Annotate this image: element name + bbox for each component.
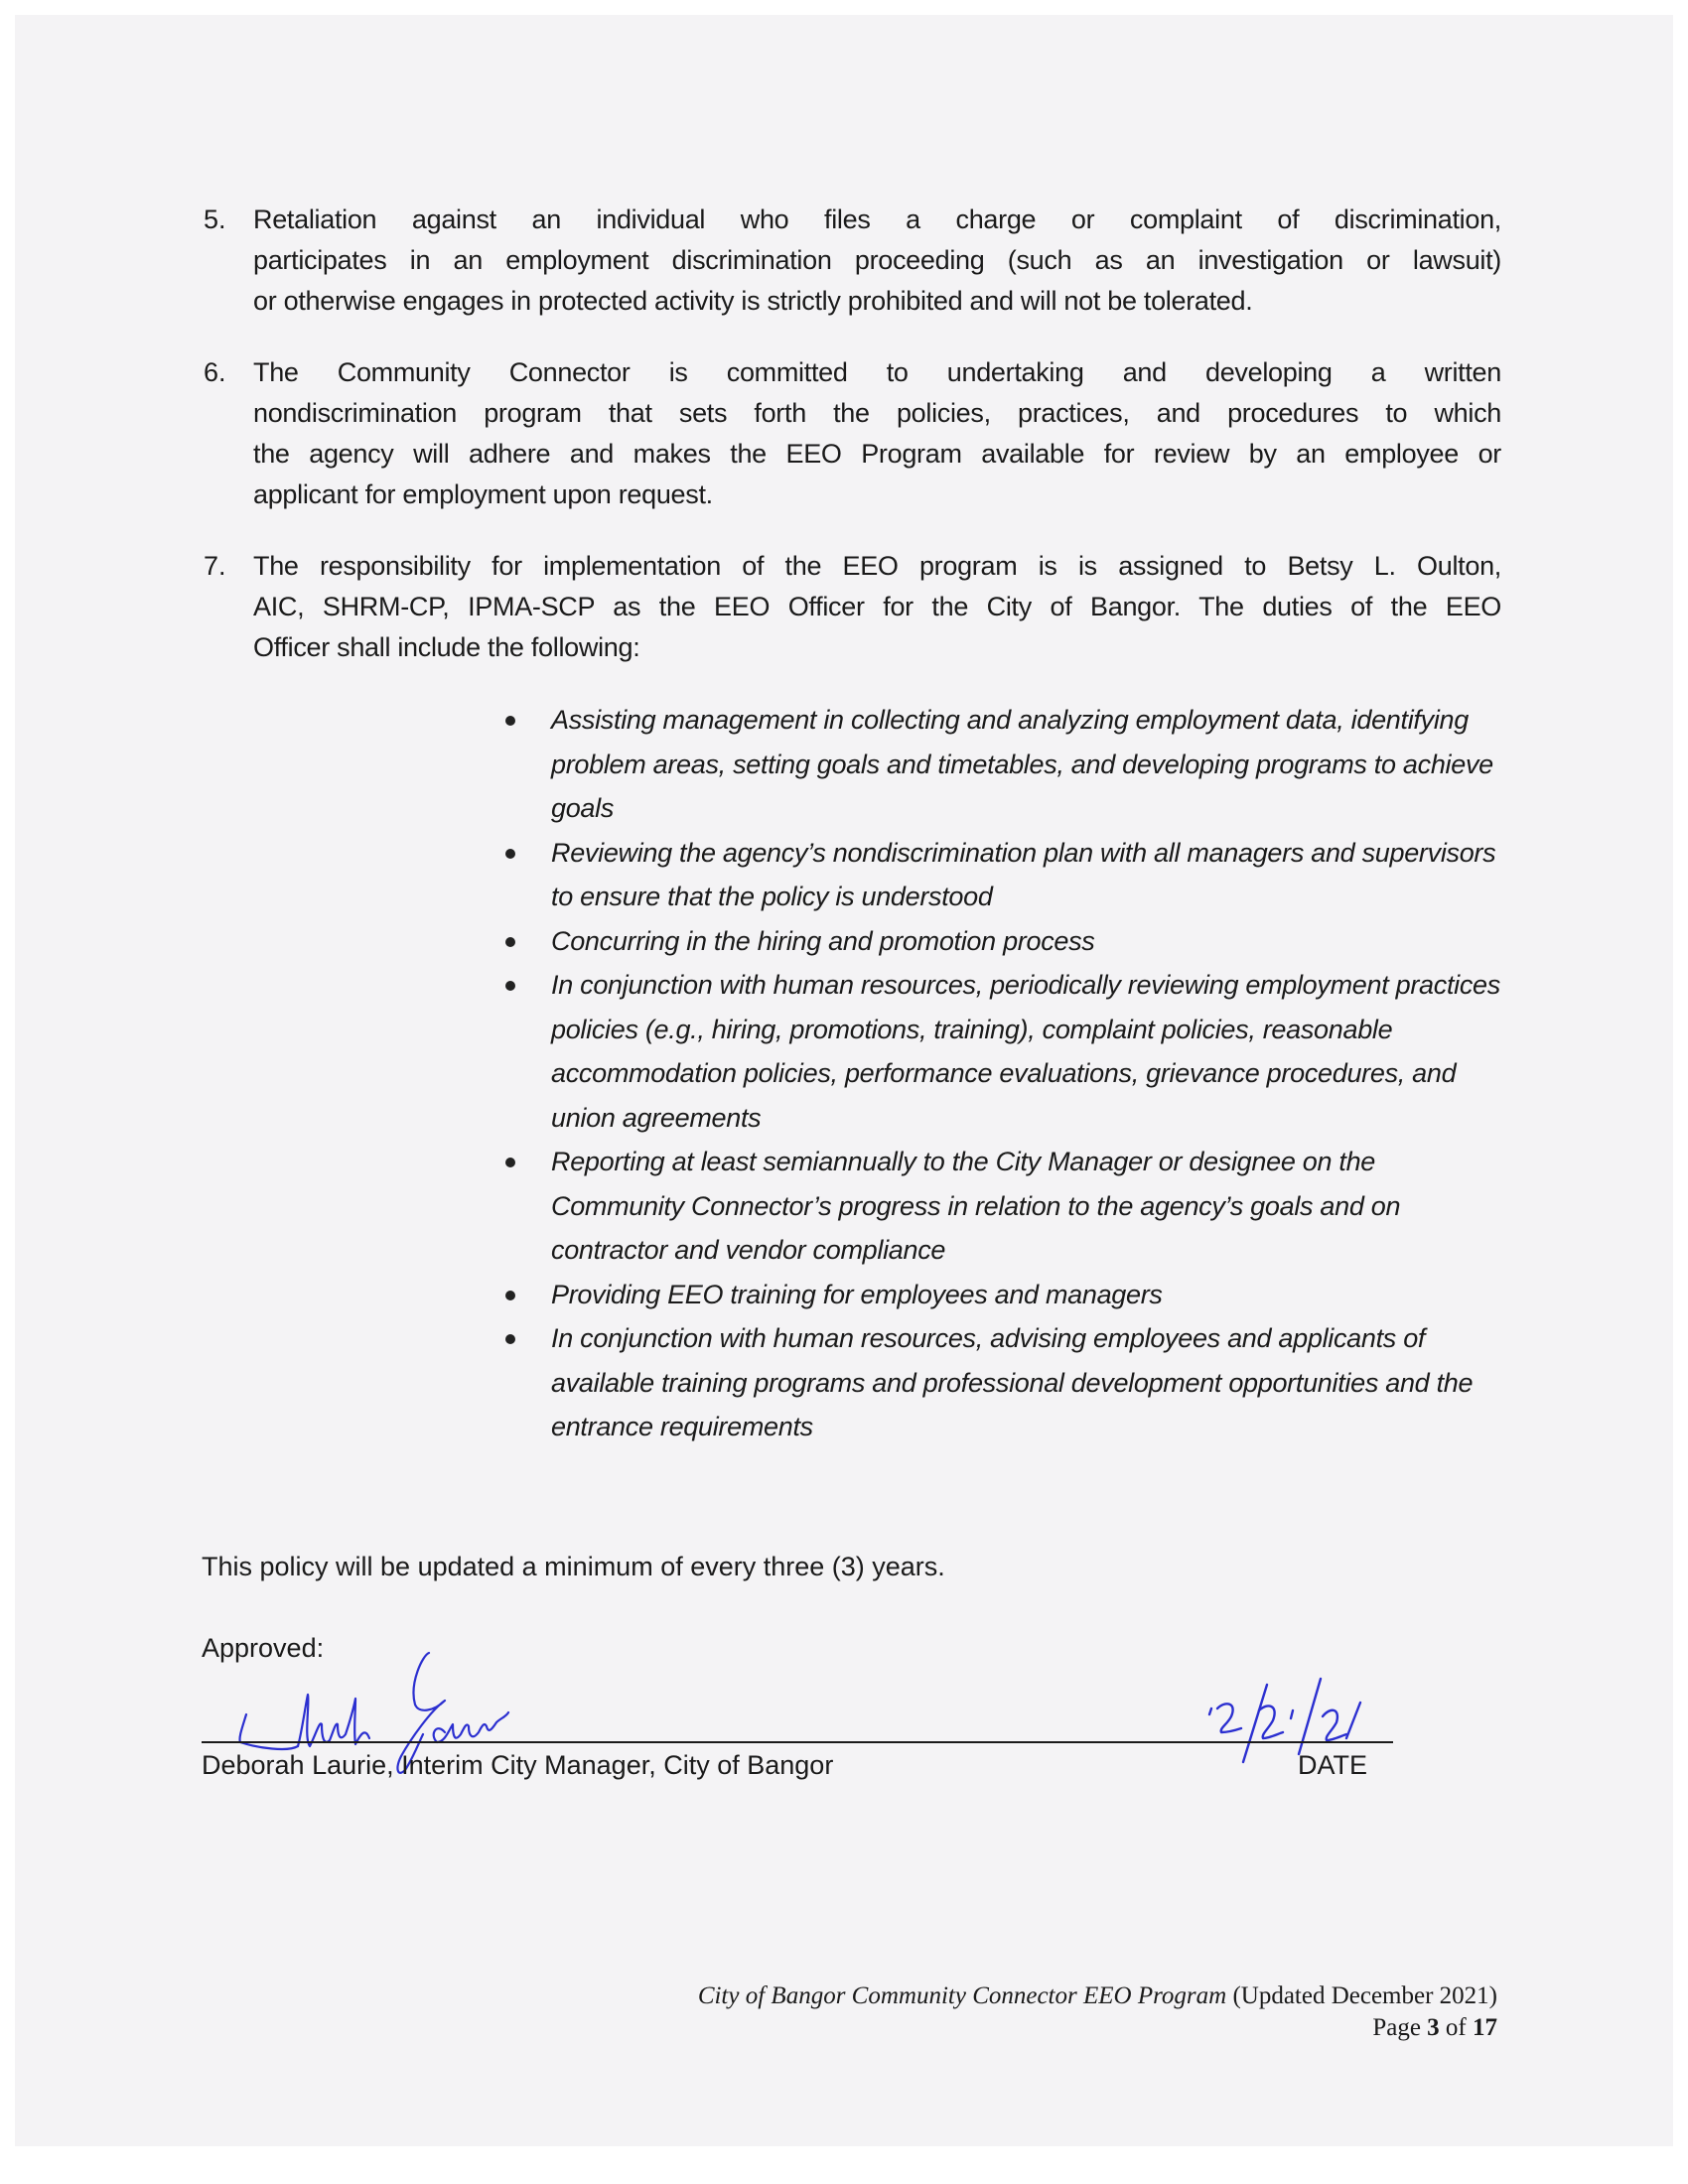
duty-list-item	[496, 831, 1509, 919]
duty-text: Assisting management in collecting and analyzing employment data, identifying problem areas, setting goals and timetables, and developing programs to achieve goals	[551, 705, 1493, 823]
date-stroke	[1291, 1710, 1293, 1718]
item-line: nondiscrimination program that sets forth the policies, practices, and procedures to which	[253, 398, 1501, 428]
duty-text: In conjunction with human resources, advising employees and applicants of available training programs and professional development opportunities and the entrance requirements	[551, 1323, 1474, 1441]
duty-list-item	[496, 919, 1509, 964]
date-stroke	[1259, 1706, 1283, 1738]
footer-page-number	[698, 2012, 1497, 2044]
duty-text: Reporting at least semiannually to the City Manager or designee on the Community Connector’s progress in relation to the agency’s goals and on contractor and vendor compliance	[551, 1147, 1401, 1265]
bullet-icon	[505, 981, 515, 991]
bullet-icon	[505, 849, 515, 859]
item-line: or otherwise engages in protected activity is strictly prohibited and will not be tolerated.	[253, 286, 1253, 316]
bullet-icon	[505, 1334, 515, 1344]
approved-label: Approved:	[202, 1633, 325, 1663]
item-number: 6.	[204, 357, 226, 387]
footer-updated: (Updated December 2021)	[1232, 1982, 1497, 2009]
page-total: 17	[1473, 2014, 1497, 2041]
item-text	[253, 352, 1501, 515]
item-text	[253, 200, 1501, 322]
item-line: The Community Connector is committed to undertaking and developing a written	[253, 357, 1501, 387]
item-number: 5.	[204, 205, 226, 234]
item-line: the agency will adhere and makes the EEO Program available for review by an employee or	[253, 439, 1501, 469]
item-text	[253, 546, 1501, 668]
duty-text: Concurring in the hiring and promotion process	[551, 925, 1095, 956]
footer-document-title: City of Bangor Community Connector EEO Program	[697, 1982, 1227, 2009]
bullet-icon	[505, 1158, 515, 1167]
duty-list-item	[496, 1273, 1509, 1317]
item-number: 7.	[204, 551, 226, 581]
item-line: Officer shall include the following:	[253, 632, 640, 662]
duty-list-item	[496, 1140, 1509, 1273]
signature-stroke	[298, 1695, 369, 1746]
date-stroke	[1209, 1708, 1211, 1714]
footer-title-line	[698, 1980, 1497, 2012]
update-policy-statement: This policy will be updated a minimum of every three (3) years.	[202, 1552, 945, 1581]
item-line: participates in an employment discrimination proceeding (such as an investigation or lawsuit)	[253, 245, 1501, 275]
eeo-officer-duties-list	[496, 698, 1509, 1449]
date-stroke	[1243, 1685, 1267, 1762]
bullet-icon	[505, 1291, 515, 1300]
item-line: The responsibility for implementation of the EEO program is is assigned to Betsy L. Oulton,	[253, 551, 1501, 581]
item-line: applicant for employment upon request.	[253, 479, 713, 509]
signature-stroke	[239, 1714, 298, 1749]
date-label: DATE	[1298, 1750, 1368, 1780]
date-stroke	[1346, 1703, 1360, 1738]
bullet-icon	[505, 716, 515, 726]
page-footer	[698, 1980, 1497, 2044]
page-current: 3	[1427, 2014, 1440, 2041]
signer-name-title: Deborah Laurie, Interim City Manager, City of Bangor	[202, 1750, 834, 1780]
bullet-icon	[505, 937, 515, 947]
signature-line	[202, 1741, 1393, 1743]
page-prefix: Page	[1372, 2014, 1421, 2041]
item-line: Retaliation against an individual who files a charge or complaint of discrimination,	[253, 205, 1501, 234]
duty-text: Reviewing the agency’s nondiscrimination plan with all managers and supervisors to ensure that the policy is understood	[551, 837, 1496, 911]
duty-text: Providing EEO training for employees and managers	[551, 1279, 1163, 1309]
duty-list-item	[496, 698, 1509, 831]
date-stroke	[1217, 1704, 1241, 1732]
page-of: of	[1445, 2014, 1467, 2041]
duty-list-item	[496, 1316, 1509, 1449]
duty-text: In conjunction with human resources, periodically reviewing employment practices policies (e.g., hiring, promotions, training), complaint policies, reasonable accommodation policies, performance evaluations, grievance procedures, and union agreements	[551, 970, 1500, 1133]
signature-stroke	[434, 1712, 508, 1742]
item-line: AIC, SHRM-CP, IPMA-SCP as the EEO Officer for the City of Bangor. The duties of the EEO	[253, 592, 1501, 621]
date-stroke	[1323, 1710, 1346, 1740]
duty-list-item	[496, 963, 1509, 1140]
